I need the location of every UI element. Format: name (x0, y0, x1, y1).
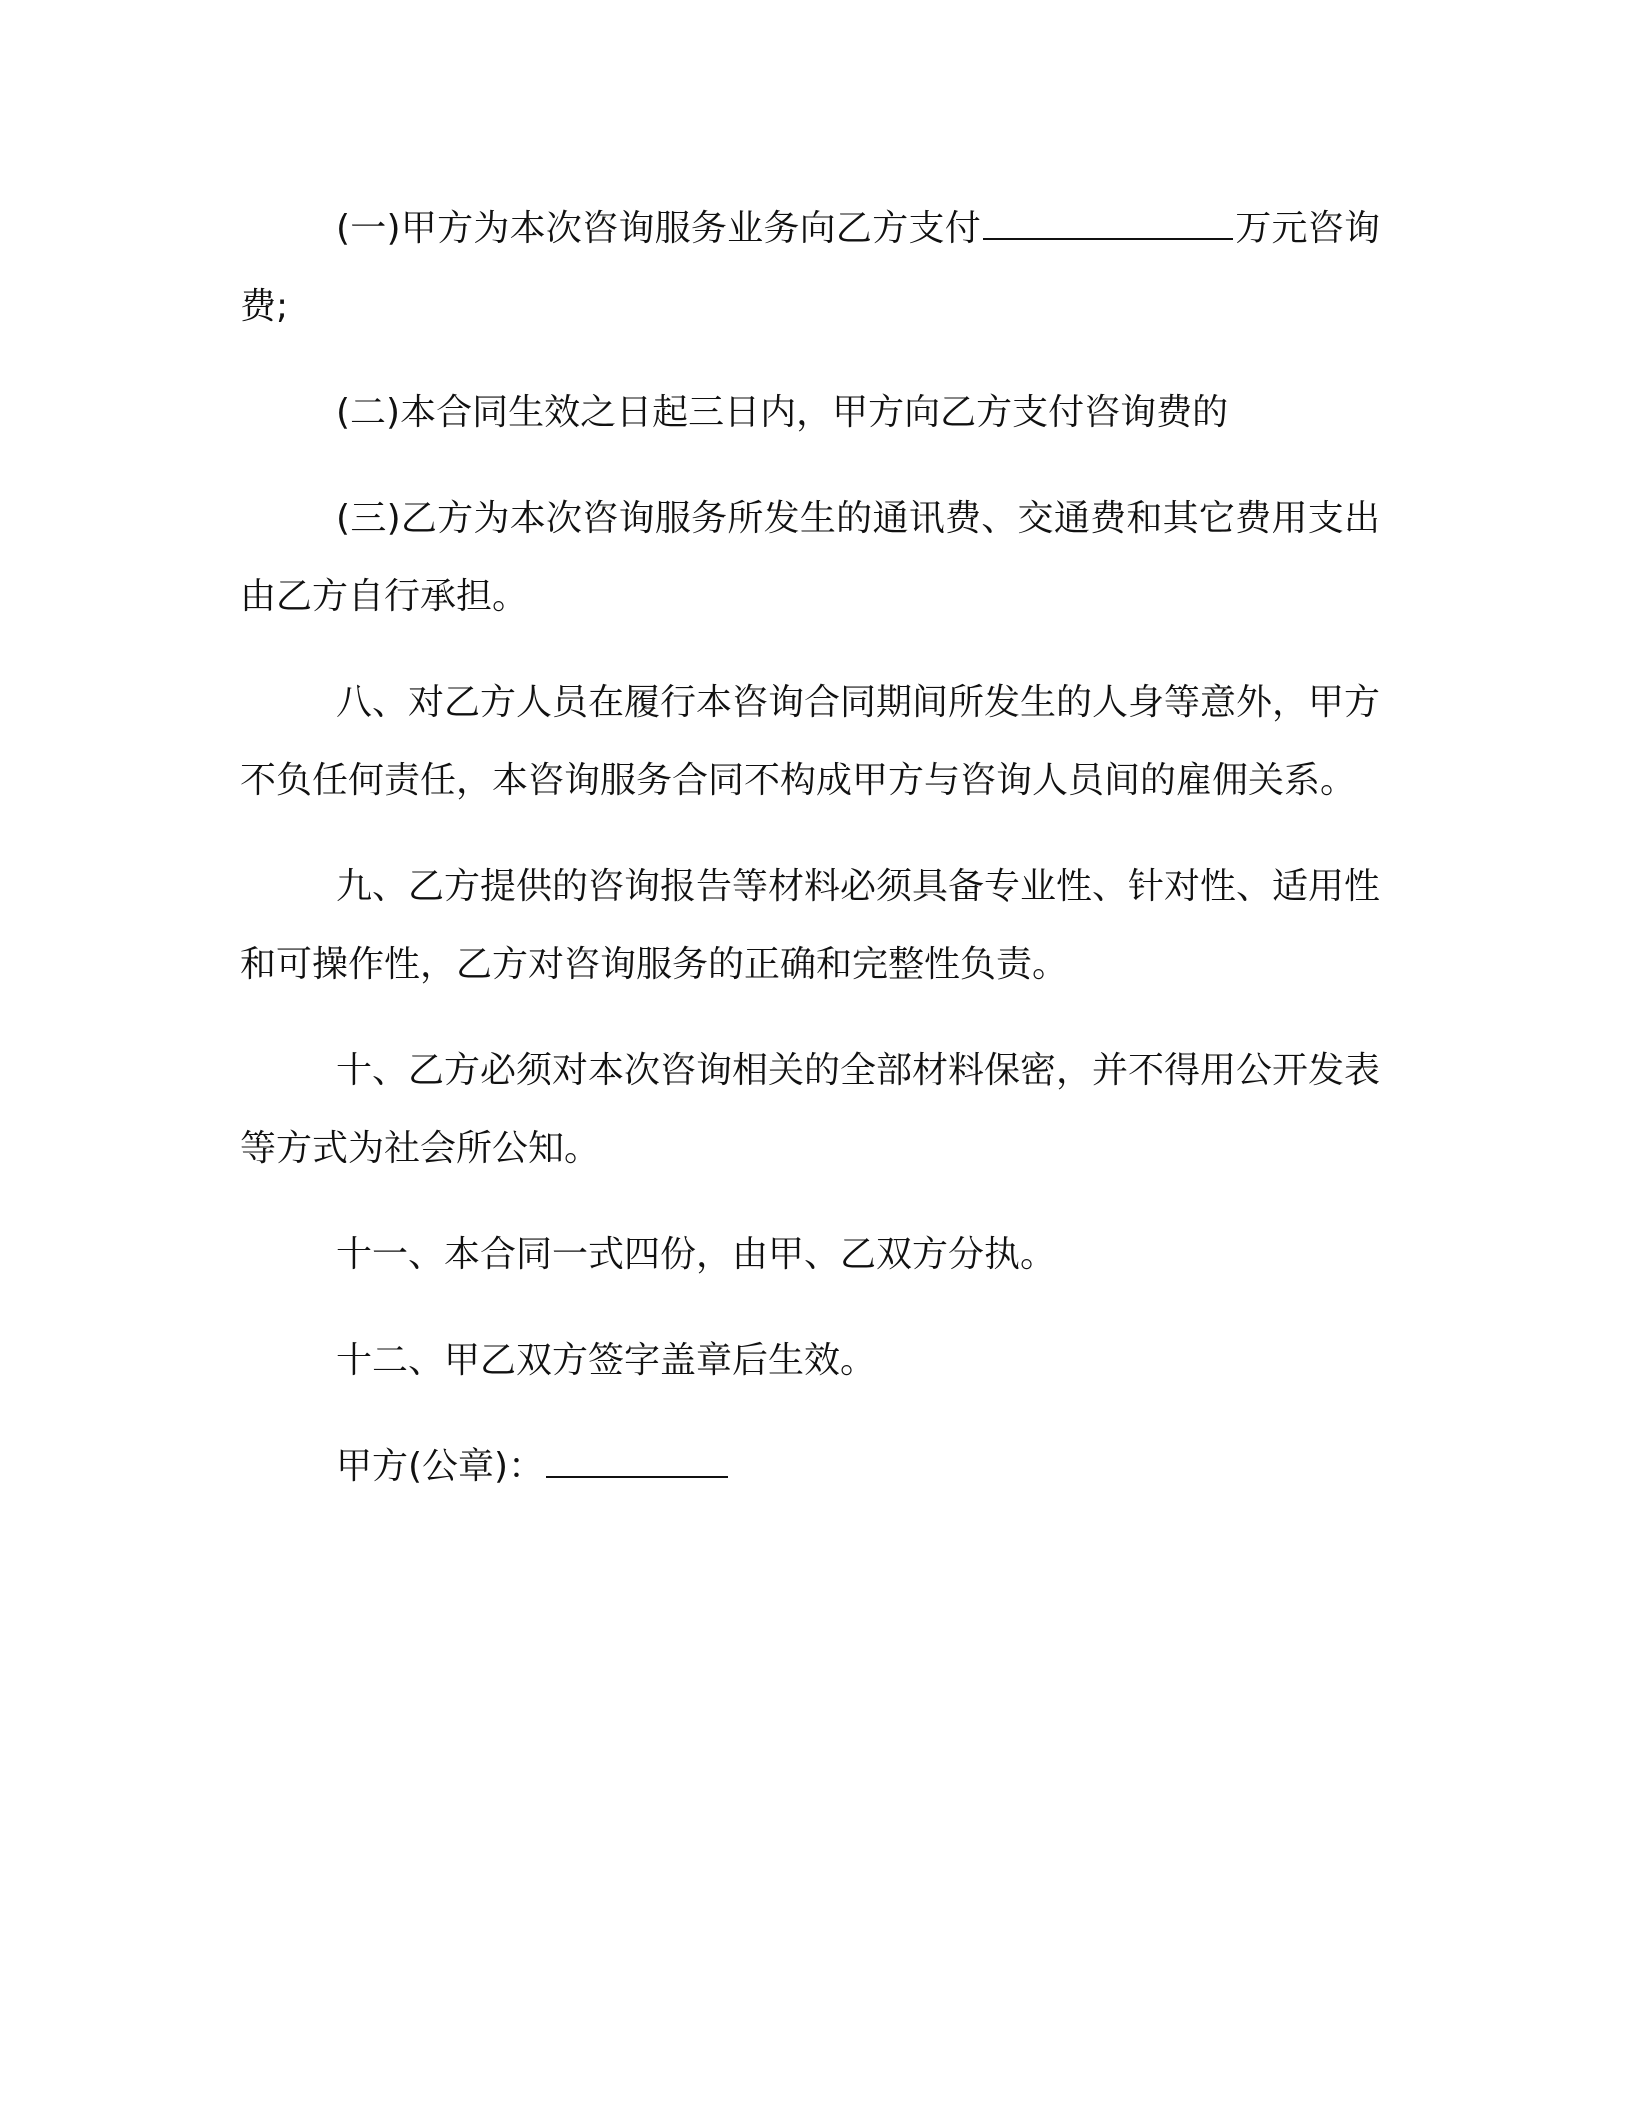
paragraph-clause-9: 九、乙方提供的咨询报告等材料必须具备专业性、针对性、适用性和可操作性，乙方对咨询服务的正确和完整性负责。 (240, 866, 1381, 985)
paragraph-clause-8: 八、对乙方人员在履行本咨询合同期间所发生的人身等意外，甲方不负任何责任，本咨询服务合同不构成甲方与咨询人员间的雇佣关系。 (240, 682, 1381, 801)
document-body (240, 190, 1380, 1534)
fee-amount-blank (983, 208, 1233, 240)
paragraph-fee-amount (240, 190, 1380, 346)
paragraph-clause-11: 十一、本合同一式四份，由甲、乙双方分执。 (336, 1234, 1057, 1275)
paragraph-clause-10: 十、乙方必须对本次咨询相关的全部材料保密，并不得用公开发表等方式为社会所公知。 (240, 1050, 1381, 1169)
paragraph-expenses: (三)乙方为本次咨询服务所发生的通讯费、交通费和其它费用支出由乙方自行承担。 (240, 498, 1380, 617)
signature-blank (546, 1446, 728, 1478)
signature-line-party-a (240, 1428, 1380, 1506)
paragraph-payment-time: (二)本合同生效之日起三日内，甲方向乙方支付咨询费的 (336, 392, 1229, 433)
fee-amount-text-before: (一)甲方为本次咨询服务业务向乙方支付 (336, 208, 981, 249)
paragraph-clause-12: 十二、甲乙双方签字盖章后生效。 (336, 1340, 877, 1381)
fee-amount-text-after: 万元咨询费; (240, 208, 1380, 327)
signature-label: 甲方(公章)： (336, 1446, 545, 1487)
